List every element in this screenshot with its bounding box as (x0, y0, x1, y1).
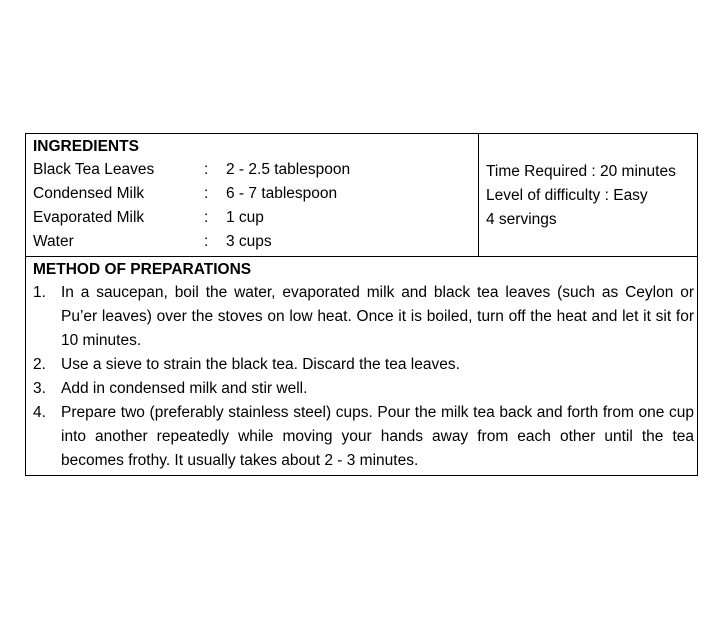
method-step (33, 353, 694, 377)
ingredient-quantity: 1 cup (226, 209, 264, 226)
ingredient-row (33, 182, 478, 206)
servings: 4 servings (486, 211, 557, 228)
ingredient-name: Water (33, 233, 74, 250)
ingredient-quantity: 3 cups (226, 233, 272, 250)
step-text: Use a sieve to strain the black tea. Discard the tea leaves. (61, 356, 460, 373)
time-required: Time Required : 20 minutes (486, 163, 676, 180)
step-number: 1. (33, 284, 46, 301)
top-row (26, 134, 697, 257)
step-number: 2. (33, 356, 46, 373)
step-text: Add in condensed milk and stir well. (61, 380, 308, 397)
ingredients-cell (26, 134, 479, 256)
step-number: 3. (33, 380, 46, 397)
ingredient-row (33, 206, 478, 230)
method-cell (26, 257, 697, 475)
step-number: 4. (33, 404, 46, 421)
ingredient-separator: : (204, 185, 209, 202)
method-step (33, 401, 694, 473)
ingredients-heading: INGREDIENTS (33, 138, 139, 155)
step-text: In a saucepan, boil the water, evaporated milk and black tea leaves (such as Ceylon or Pu’er leaves) over the stoves on low heat. Once it is boiled, turn off the heat and let it sit for 10 minutes. (61, 284, 694, 349)
ingredient-name: Black Tea Leaves (33, 161, 155, 178)
step-text: Prepare two (preferably stainless steel) cups. Pour the milk tea back and forth from one cup into another repeatedly while moving your hands away from each other until the tea becomes frothy. It usually takes about 2 - 3 minutes. (61, 404, 694, 469)
ingredient-row (33, 158, 478, 182)
method-step (33, 377, 694, 401)
ingredient-name: Evaporated Milk (33, 209, 145, 226)
method-step (33, 281, 694, 353)
recipe-table (25, 133, 698, 476)
ingredient-separator: : (204, 233, 209, 250)
ingredient-quantity: 2 - 2.5 tablespoon (226, 161, 351, 178)
ingredient-quantity: 6 - 7 tablespoon (226, 185, 338, 202)
ingredient-name: Condensed Milk (33, 185, 145, 202)
ingredient-separator: : (204, 161, 209, 178)
method-heading: METHOD OF PREPARATIONS (33, 261, 252, 278)
ingredient-separator: : (204, 209, 209, 226)
difficulty-level: Level of difficulty : Easy (486, 187, 648, 204)
recipe-info-cell (479, 134, 697, 256)
ingredient-row (33, 230, 478, 254)
